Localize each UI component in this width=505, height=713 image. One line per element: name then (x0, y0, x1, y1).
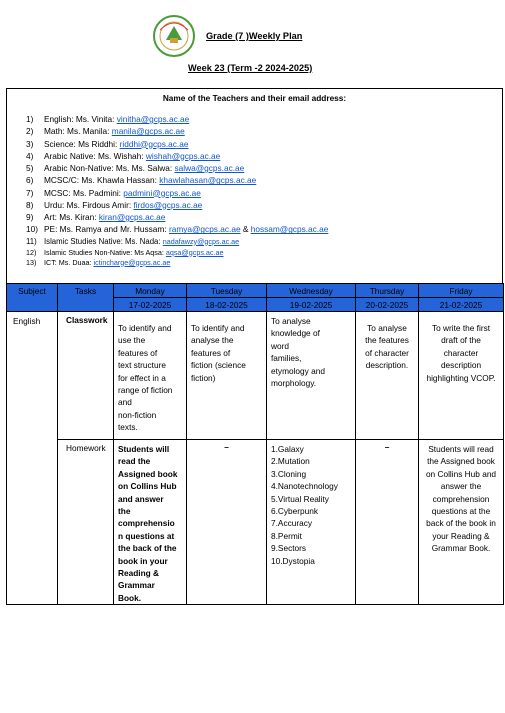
teacher-item (26, 187, 502, 199)
weekly-plan-table (6, 283, 504, 605)
cell-line: 5.Virtual Reality (271, 493, 329, 504)
cell-line: the back of the (118, 543, 177, 554)
header-friday: Friday (419, 284, 504, 298)
cell-line: description (440, 360, 482, 371)
cell-line: Grammar Book. (431, 543, 491, 554)
cell-homework-wed (267, 440, 356, 605)
date-wednesday: 19-02-2025 (267, 298, 356, 312)
email-link[interactable]: manila@gcps.ac.ae (111, 126, 185, 137)
cell-line: read the (118, 456, 151, 467)
date-monday: 17-02-2025 (114, 298, 187, 312)
cell-line: text structure (118, 360, 166, 371)
cell-line: Reading & (118, 568, 160, 579)
cell-text (356, 312, 418, 372)
cell-text (419, 440, 503, 555)
cell-line: the Assigned book (427, 456, 495, 467)
item-number: 13) (26, 257, 37, 267)
cell-line: texts. (118, 422, 138, 433)
cell-line: 3.Cloning (271, 468, 307, 479)
teacher-item (26, 138, 502, 150)
cell-line: highlighting VCOP. (426, 372, 496, 383)
item-number: 7) (26, 187, 34, 198)
cell-homework-fri (419, 440, 504, 605)
teacher-item (26, 258, 502, 268)
cell-line: To identify and (191, 323, 245, 333)
item-number: 12) (26, 247, 37, 257)
cell-classwork-tue (187, 312, 267, 440)
email-link[interactable]: vinitha@gcps.ac.ae (116, 114, 190, 124)
cell-line: comprehensio (118, 518, 175, 529)
header-monday: Monday (114, 284, 187, 298)
cell-line: morphology. (271, 378, 317, 389)
teacher-label: Arabic Native: Ms. Wishah: (44, 150, 146, 161)
cell-line: Book. (118, 592, 142, 603)
plan-title: Grade (7 )Weekly Plan (206, 31, 303, 41)
header-subject: Subject (7, 284, 58, 312)
cell-line: fiction (science (191, 360, 246, 371)
teacher-list (7, 113, 502, 268)
cell-line: features of (118, 347, 158, 358)
cell-line: range of fiction (118, 385, 173, 396)
cell-text (114, 440, 186, 604)
email-link[interactable]: padmini@gcps.ac.ae (123, 187, 201, 198)
cell-line: the features (365, 335, 409, 346)
item-number: 5) (26, 163, 34, 173)
task-classwork: Classwork (58, 312, 114, 440)
email-link[interactable]: salwa@gcps.ac.ae (174, 163, 245, 173)
teacher-label: ICT: Ms. Duaa: (44, 257, 94, 267)
cell-line: for effect in a (118, 372, 166, 383)
date-tuesday: 18-02-2025 (187, 298, 267, 312)
school-logo (152, 14, 196, 58)
date-thursday: 20-02-2025 (356, 298, 419, 312)
teacher-label: Islamic Studies Non-Native: Ms Aqsa: (44, 247, 166, 257)
teacher-item (26, 223, 502, 235)
email-link[interactable]: riddhi@gcps.ac.ae (119, 138, 189, 149)
cell-line: back of the book in (426, 518, 496, 529)
teacher-item (26, 150, 502, 162)
cell-line: To write the first (431, 323, 491, 333)
cell-line: 7.Accuracy (271, 518, 313, 529)
cell-text (187, 312, 266, 384)
cell-line: To analyse (271, 316, 311, 326)
teacher-label: English: Ms. Vinita: (44, 114, 117, 124)
cell-line: knowledge of (271, 328, 320, 339)
cell-line: character (443, 347, 479, 358)
teacher-item (26, 211, 502, 223)
teacher-label: MCSC/C: Ms. Khawla Hassan: (44, 175, 160, 186)
cell-line: on Collins Hub and (425, 468, 497, 479)
cell-line: 4.Nanotechnology (271, 481, 338, 492)
email-link[interactable]: aqsa@gcps.ac.ae (165, 247, 224, 257)
teacher-label: Science: Ms Riddhi: (44, 138, 120, 149)
item-number: 8) (26, 199, 34, 210)
table-row (7, 312, 504, 440)
cell-line: To identify and (118, 323, 172, 333)
teacher-item (26, 162, 502, 174)
teachers-heading: Name of the Teachers and their email address: (162, 93, 347, 103)
cell-line: 9.Sectors (271, 543, 307, 554)
item-number: 10) (26, 224, 38, 235)
table-header-row (7, 284, 504, 298)
teacher-item (26, 113, 502, 125)
teacher-label: PE: Ms. Ramya and Mr. Hussam: (44, 224, 169, 235)
subject-english: English (7, 312, 58, 605)
item-number: 11) (26, 236, 37, 246)
cell-line: on Collins Hub (118, 481, 177, 492)
cell-line: 10.Dystopia (271, 555, 315, 566)
separator: & (240, 224, 251, 235)
item-number: 2) (26, 126, 34, 137)
email-link[interactable]: wishah@gcps.ac.ae (145, 150, 221, 161)
cell-line: families, (271, 353, 302, 364)
item-number: 6) (26, 175, 34, 186)
cell-classwork-wed (267, 312, 356, 440)
cell-text (267, 440, 355, 567)
cell-line: 6.Cyberpunk (271, 506, 319, 517)
cell-line: fiction) (191, 372, 216, 383)
email-link[interactable]: ramya@gcps.ac.ae (168, 224, 241, 235)
cell-classwork-thu (356, 312, 419, 440)
cell-text (114, 312, 186, 434)
teacher-item (26, 199, 502, 211)
item-number: 1) (26, 114, 34, 124)
email-link[interactable]: ictincharge@gcps.ac.ae (93, 257, 171, 267)
cell-line: word (271, 340, 289, 351)
teacher-label: Islamic Studies Native: Ms. Nada: (44, 236, 163, 246)
item-number: 9) (26, 212, 34, 222)
header-thursday: Thursday (356, 284, 419, 298)
cell-line: non-fiction (118, 409, 157, 420)
cell-homework-tue (187, 440, 267, 605)
cell-line: Grammar (118, 580, 155, 591)
teacher-label: Urdu: Ms. Firdous Amir: (44, 199, 134, 210)
cell-line: features of (191, 347, 231, 358)
cell-homework-thu (356, 440, 419, 605)
page-header (0, 0, 505, 90)
item-number: 3) (26, 138, 34, 149)
cell-line: comprehension (432, 493, 490, 504)
cell-line: 2.Mutation (271, 456, 310, 467)
cell-line: book in your (118, 555, 168, 566)
cell-homework-mon (114, 440, 187, 605)
teacher-label: MCSC: Ms. Padmini: (44, 187, 124, 198)
email-link[interactable]: khawlahasan@gcps.ac.ae (159, 175, 257, 186)
cell-line: Assigned book (118, 468, 178, 479)
teacher-item (26, 125, 502, 137)
header-tasks: Tasks (58, 284, 114, 312)
table-row (7, 440, 504, 605)
email-link[interactable]: firdos@gcps.ac.ae (133, 199, 203, 210)
cell-line: n questions at (118, 530, 175, 541)
cell-line: To analyse (367, 323, 407, 333)
cell-line: description. (365, 360, 409, 371)
task-homework: Homework (58, 440, 114, 605)
cell-line: of character (365, 347, 409, 358)
date-friday: 21-02-2025 (419, 298, 504, 312)
teacher-item (26, 236, 502, 248)
cell-line: Students will (118, 444, 170, 454)
teacher-label: Arabic Non-Native: Ms. Ms. Salwa: (44, 163, 175, 173)
teacher-item (26, 248, 502, 258)
cell-line: 8.Permit (271, 530, 302, 541)
cell-line: use the (118, 335, 146, 346)
cell-text (419, 312, 503, 384)
cell-text: – (224, 442, 229, 452)
teacher-label: Math: Ms. Manila: (44, 126, 112, 137)
cell-line: Students will read (428, 444, 494, 454)
email-link[interactable]: hossam@gcps.ac.ae (250, 224, 329, 235)
teachers-section (6, 88, 503, 283)
email-link[interactable]: kiran@gcps.ac.ae (98, 212, 166, 222)
cell-line: questions at the (431, 506, 491, 517)
cell-line: the (118, 506, 131, 517)
week-label: Week 23 (Term -2 2024-2025) (188, 63, 313, 73)
teacher-label: Art: Ms. Kiran: (44, 212, 99, 222)
cell-line: and answer (118, 493, 164, 504)
cell-line: 1.Galaxy (271, 444, 304, 454)
email-link[interactable]: nadafawzy@gcps.ac.ae (162, 236, 240, 246)
cell-classwork-fri (419, 312, 504, 440)
cell-text (267, 312, 355, 389)
cell-line: draft of the (441, 335, 481, 346)
cell-classwork-mon (114, 312, 187, 440)
header-wednesday: Wednesday (267, 284, 356, 298)
cell-line: analyse the (191, 335, 234, 346)
cell-line: your Reading & (432, 530, 490, 541)
cell-line: and (118, 397, 132, 408)
cell-text: – (384, 442, 390, 452)
cell-line: etymology and (271, 365, 325, 376)
header-tuesday: Tuesday (187, 284, 267, 298)
item-number: 4) (26, 150, 34, 161)
teacher-item (26, 174, 502, 186)
cell-line: answer the (440, 481, 482, 492)
